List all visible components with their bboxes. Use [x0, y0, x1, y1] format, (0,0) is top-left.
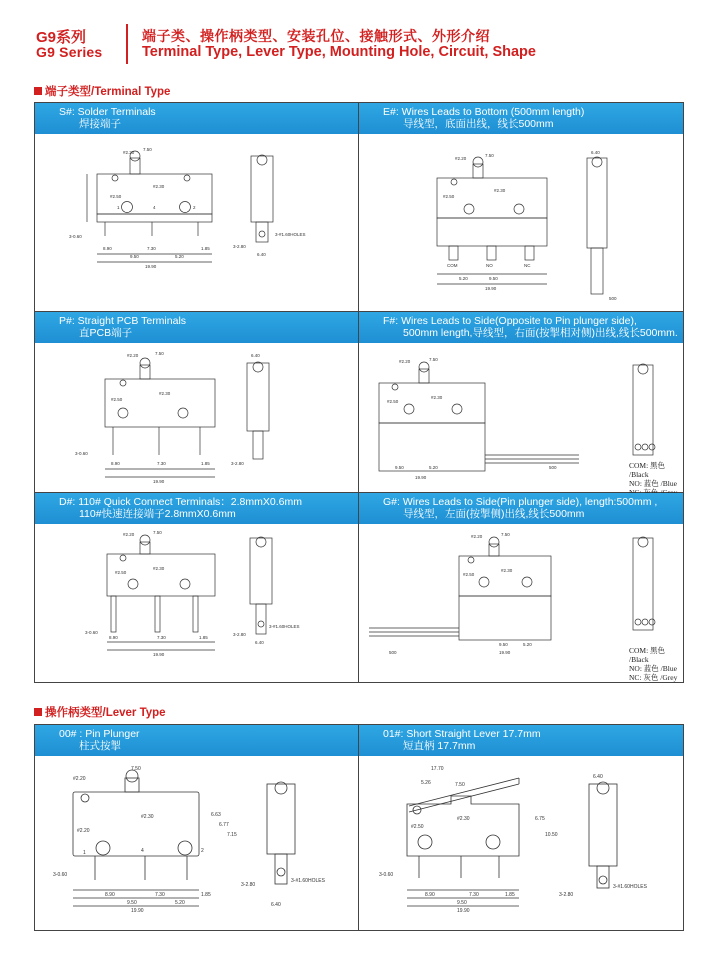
dim-label: 19.90 — [153, 652, 165, 657]
dim-label: 9.50 — [130, 254, 139, 259]
terminal-section-heading-text: 端子类型/Terminal Type — [45, 86, 171, 98]
page-header — [0, 0, 720, 78]
short-straight-lever-drawing — [359, 756, 683, 930]
dim-label: 1.85 — [505, 892, 515, 898]
switch-drawing-svg — [35, 756, 358, 930]
dim-label: 6.40 — [271, 902, 281, 908]
lever-section-heading — [34, 704, 166, 720]
dim-label: 5.26 — [421, 780, 431, 786]
series-title-zh: G9系列 — [36, 29, 87, 46]
caption-line-2: 导线型，底面出线，线长500mm — [403, 118, 554, 130]
dim-label: #2.50 — [443, 194, 455, 199]
dim-label: 19.90 — [457, 908, 470, 914]
terminal-section-heading — [34, 83, 170, 99]
dim-label: 5.20 — [429, 465, 438, 470]
dim-label: #2.20 — [471, 534, 483, 539]
solder-terminal-drawing — [35, 134, 358, 311]
terminal-cell-wires-side-opposite — [359, 312, 683, 492]
dim-label: #2.50 — [387, 399, 399, 404]
caption-line-2: 柱式按掣 — [79, 740, 121, 752]
terminal-number: 2 — [201, 848, 204, 854]
lever-grid — [34, 724, 684, 931]
dim-label: 3-#1.60HOLES — [275, 232, 306, 237]
lever-cell-pin-plunger — [35, 725, 358, 930]
caption-line-1: 01#: Short Straight Lever 17.7mm — [383, 728, 541, 740]
dim-label: 9.50 — [489, 276, 498, 281]
cell-caption — [35, 493, 358, 524]
caption-line-1: G#: Wires Leads to Side(Pin plunger side), length:500mm , — [383, 496, 658, 508]
series-title-en: G9 Series — [36, 44, 103, 60]
caption-line-1: F#: Wires Leads to Side(Opposite to Pin plunger side), — [383, 315, 637, 327]
cell-caption — [359, 493, 683, 524]
dim-label: #2.20 — [123, 532, 135, 537]
dim-label: #2.30 — [141, 814, 154, 820]
dim-label: 6.40 — [593, 774, 603, 780]
lever-cell-short-straight — [359, 725, 683, 930]
switch-drawing-svg — [35, 134, 358, 311]
dim-label: 7.50 — [485, 153, 494, 158]
caption-line-1: P#: Straight PCB Terminals — [59, 315, 187, 327]
dim-label: 8.90 — [105, 892, 115, 898]
dim-label: 3-2.80 — [559, 892, 574, 898]
dim-label: 8.90 — [425, 892, 435, 898]
dim-label: #2.30 — [494, 188, 506, 193]
legend-color: /Grey — [660, 673, 678, 682]
cell-caption — [35, 725, 358, 756]
dim-label: 19.90 — [415, 475, 427, 480]
dim-label: 3-0.60 — [69, 234, 82, 239]
dim-label: 7.30 — [147, 246, 156, 251]
wire-color-legend — [629, 461, 683, 497]
dim-label: 19.90 — [153, 479, 165, 484]
legend-color: /Black — [629, 470, 649, 479]
dim-label: 500 — [609, 296, 617, 301]
caption-line-2: 110#快速连接端子2.8mmX0.6mm — [79, 508, 236, 520]
legend-label: COM: 黑色 — [629, 646, 666, 655]
terminal-cell-wires-bottom — [359, 103, 683, 311]
terminal-number: 1 — [83, 850, 86, 856]
dim-label: #2.20 — [399, 359, 411, 364]
subtitle-en: Terminal Type, Lever Type, Mounting Hole, Circuit, Shape — [142, 44, 536, 60]
dim-label: 6.40 — [591, 150, 600, 155]
wires-side-plunger-drawing — [359, 524, 683, 682]
dim-label: 7.30 — [157, 461, 166, 466]
dim-label: 1.85 — [201, 892, 211, 898]
lever-section-heading-text: 操作柄类型/Lever Type — [45, 707, 166, 719]
dim-label: #2.30 — [153, 184, 165, 189]
dim-label: #2.30 — [457, 816, 470, 822]
terminal-number: 1 — [117, 205, 120, 210]
dim-label: 500 — [549, 465, 557, 470]
caption-line-2: 直PCB端子 — [79, 327, 133, 339]
dim-label: 6.77 — [219, 822, 229, 828]
dim-label: 7.15 — [227, 832, 237, 838]
dim-label: 5.20 — [459, 276, 468, 281]
dim-label: #2.50 — [110, 194, 122, 199]
dim-label: 19.90 — [485, 286, 497, 291]
cell-caption — [359, 725, 683, 756]
dim-label: 7.50 — [143, 147, 152, 152]
terminal-number: 2 — [193, 205, 196, 210]
dim-label: 3-2.80 — [233, 244, 246, 249]
caption-line-2: 焊接端子 — [79, 118, 121, 130]
dim-label: 3-#1.60HOLES — [269, 624, 300, 629]
dim-label: 6.40 — [255, 640, 264, 645]
terminal-grid — [34, 102, 684, 683]
dim-label: 9.50 — [395, 465, 404, 470]
dim-label: 500 — [389, 650, 397, 655]
square-bullet-icon — [34, 708, 42, 716]
wire-color-legend — [629, 646, 683, 682]
dim-label: #2.20 — [127, 353, 139, 358]
cell-caption — [35, 103, 358, 134]
dim-label: 1.85 — [201, 461, 210, 466]
cell-caption — [359, 103, 683, 134]
dim-label: 3-0.60 — [75, 451, 88, 456]
dim-label: 7.50 — [131, 766, 141, 772]
switch-drawing-svg — [35, 343, 358, 492]
caption-line-2: 短直柄 17.7mm — [403, 740, 476, 752]
dim-label: #2.50 — [463, 572, 475, 577]
dim-label: 5.20 — [175, 900, 185, 906]
dim-label: 3-2.80 — [231, 461, 244, 466]
dim-label: 1.85 — [199, 635, 208, 640]
switch-drawing-svg — [359, 756, 683, 930]
dim-label: 3-2.80 — [241, 882, 256, 888]
legend-color: /Black — [629, 655, 649, 664]
caption-line-2: 导线型，左面(按掣侧)出线,线长500mm — [403, 508, 585, 520]
wire-label: NC — [524, 263, 531, 268]
dim-label: 7.30 — [469, 892, 479, 898]
switch-drawing-svg — [359, 134, 683, 311]
dim-label: 10.50 — [545, 832, 558, 838]
dim-label: 9.50 — [457, 900, 467, 906]
terminal-cell-pcb — [35, 312, 358, 492]
cell-caption — [359, 312, 683, 343]
terminal-cell-quick-connect — [35, 493, 358, 682]
dim-label: #2.20 — [73, 776, 86, 782]
dim-label: #2.50 — [115, 570, 127, 575]
dim-label: #2.50 — [111, 397, 123, 402]
pin-plunger-drawing — [35, 756, 358, 930]
dim-label: 3-#1.60HOLES — [291, 878, 325, 884]
caption-line-1: 00# : Pin Plunger — [59, 728, 140, 740]
dim-label: 1.85 — [201, 246, 210, 251]
dim-label: #2.20 — [123, 150, 135, 155]
terminal-number: 4 — [153, 205, 156, 210]
legend-label: NO: 蓝色 — [629, 479, 659, 488]
dim-label: 17.70 — [431, 766, 444, 772]
dim-label: 6.75 — [535, 816, 545, 822]
wires-side-opposite-drawing — [359, 343, 683, 492]
legend-color: /Blue — [660, 664, 677, 673]
caption-line-2: 500mm length,导线型，右面(按掣相对侧)出线,线长500mm. — [403, 327, 678, 339]
dim-label: #2.20 — [77, 828, 90, 834]
caption-line-1: D#: 110# Quick Connect Terminals：2.8mmX0.6mm — [59, 496, 302, 508]
header-divider — [126, 24, 128, 64]
dim-label: 9.50 — [127, 900, 137, 906]
dim-label: #2.30 — [153, 566, 165, 571]
square-bullet-icon — [34, 87, 42, 95]
dim-label: 6.40 — [257, 252, 266, 257]
legend-label: COM: 黑色 — [629, 461, 666, 470]
wire-label: NO — [486, 263, 493, 268]
dim-label: 7.50 — [153, 530, 162, 535]
dim-label: 3-0.60 — [53, 872, 68, 878]
dim-label: 5.20 — [523, 642, 532, 647]
dim-label: 19.90 — [131, 908, 144, 914]
dim-label: 3-2.80 — [233, 632, 246, 637]
dim-label: 5.20 — [175, 254, 184, 259]
dim-label: 8.90 — [103, 246, 112, 251]
subtitle-zh: 端子类、操作柄类型、安装孔位、接触形式、外形介绍 — [142, 28, 490, 44]
legend-label: NC: 灰色 — [629, 673, 659, 682]
dim-label: #2.50 — [411, 824, 424, 830]
dim-label: #2.30 — [159, 391, 171, 396]
dim-label: 19.90 — [145, 264, 157, 269]
dim-label: 3-#1.60HOLES — [613, 884, 647, 890]
dim-label: 7.50 — [429, 357, 438, 362]
dim-label: 7.30 — [155, 892, 165, 898]
terminal-number: 4 — [141, 848, 144, 854]
dim-label: #2.30 — [431, 395, 443, 400]
legend-label: NO: 蓝色 — [629, 664, 659, 673]
dim-label: 3-0.60 — [379, 872, 394, 878]
dim-label: 7.50 — [501, 532, 510, 537]
legend-color: /Blue — [660, 479, 677, 488]
dim-label: 9.50 — [499, 642, 508, 647]
dim-label: 7.50 — [155, 351, 164, 356]
pcb-terminal-drawing — [35, 343, 358, 492]
dim-label: #2.20 — [455, 156, 467, 161]
dim-label: #2.30 — [501, 568, 513, 573]
terminal-cell-solder — [35, 103, 358, 311]
wires-bottom-drawing — [359, 134, 683, 311]
dim-label: 8.90 — [111, 461, 120, 466]
switch-drawing-svg — [35, 524, 358, 682]
quick-connect-drawing — [35, 524, 358, 682]
dim-label: 7.50 — [455, 782, 465, 788]
dim-label: 7.30 — [157, 635, 166, 640]
dim-label: 19.90 — [499, 650, 511, 655]
dim-label: 8.90 — [109, 635, 118, 640]
cell-caption — [35, 312, 358, 343]
caption-line-1: E#: Wires Leads to Bottom (500mm length) — [383, 106, 585, 118]
terminal-cell-wires-side-plunger — [359, 493, 683, 682]
caption-line-1: S#: Solder Terminals — [59, 106, 156, 118]
dim-label: 6.63 — [211, 812, 221, 818]
dim-label: 3-0.60 — [85, 630, 98, 635]
wire-label: COM — [447, 263, 458, 268]
dim-label: 6.40 — [251, 353, 260, 358]
